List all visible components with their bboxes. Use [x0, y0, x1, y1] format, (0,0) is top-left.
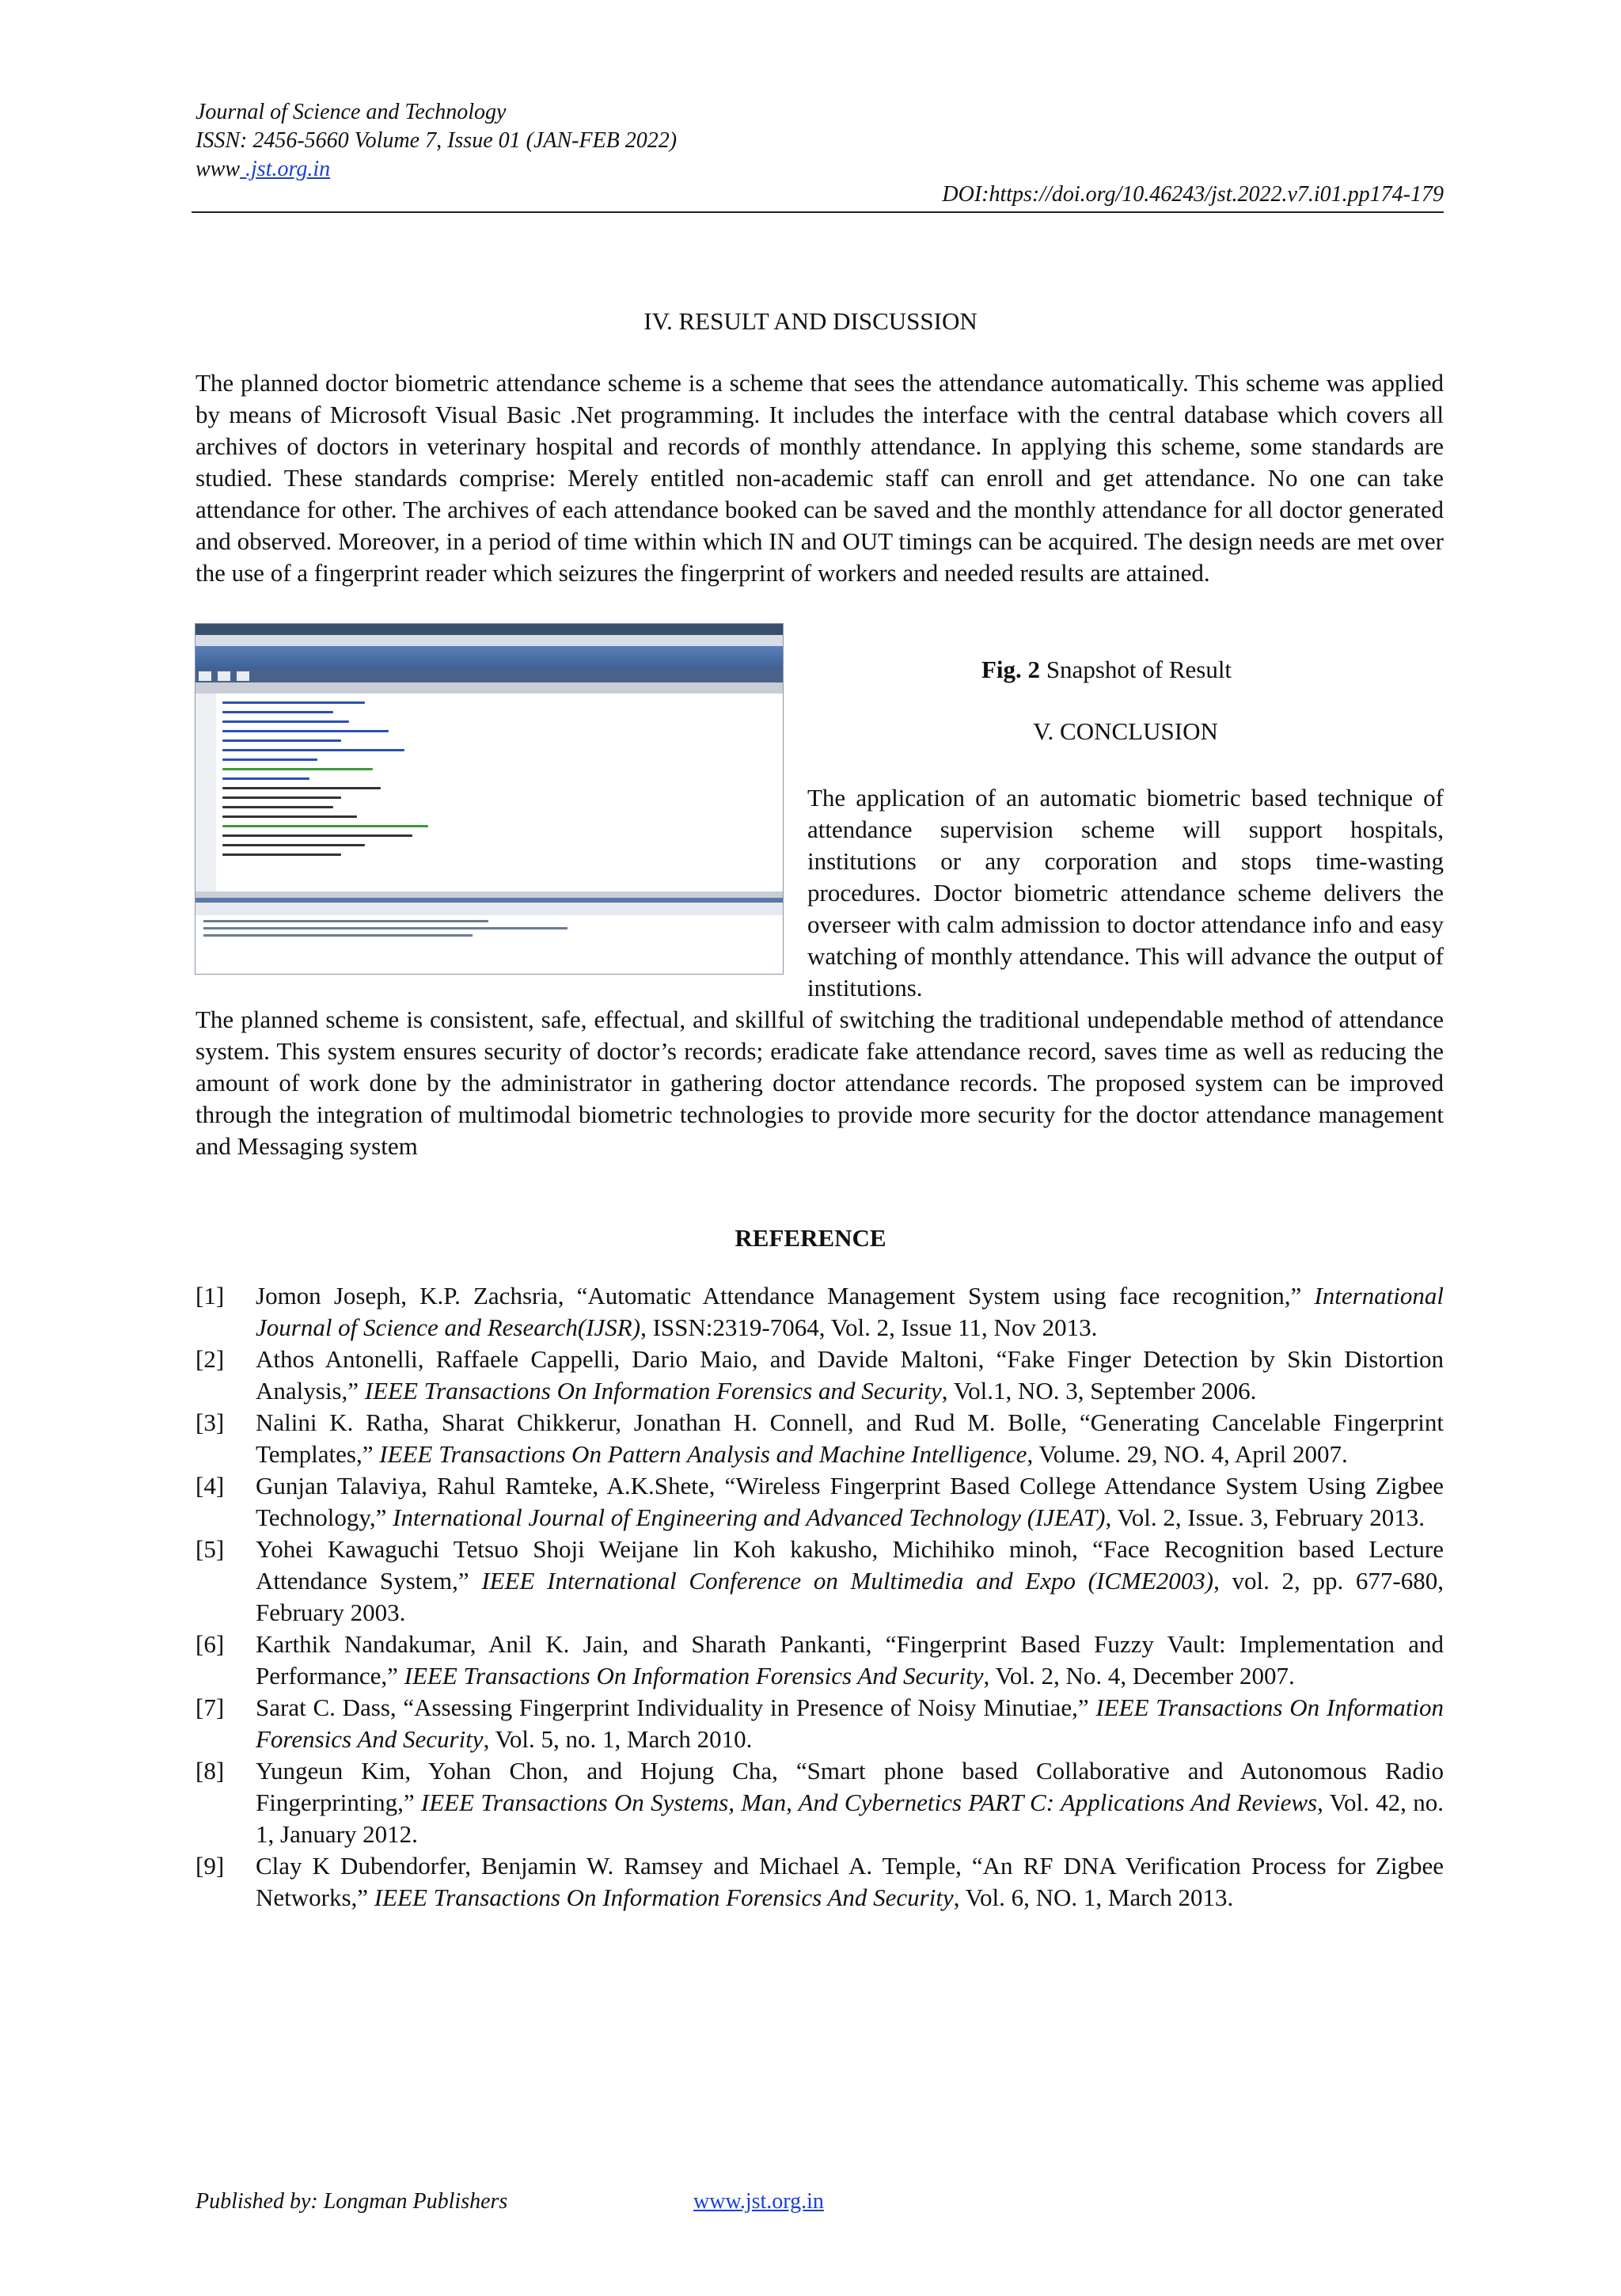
journal-header	[196, 98, 677, 184]
reference-text: Jomon Joseph, K.P. Zachsria, “Automatic Attendance Management System using face recognition,”	[256, 1282, 1315, 1310]
figure-caption	[981, 656, 1232, 684]
reference-details: , Vol. 2, No. 4, December 2007.	[983, 1662, 1295, 1690]
reference-number: [3]	[196, 1408, 225, 1436]
reference-details: , Vol. 6, NO. 1, March 2013.	[953, 1884, 1234, 1911]
conclusion-column-text: The application of an automatic biometric based technique of attendance supervision scheme will support hospitals, institutions or any corporation and stops time-wasting procedures. Doctor biometric attendance scheme delivers the overseer with calm admission to doctor attendance info and easy watching of monthly attendance. This will advance the output of institutions.	[807, 784, 1444, 1002]
section4-title: IV. RESULT AND DISCUSSION	[643, 307, 978, 335]
reference-number: [5]	[196, 1535, 225, 1563]
ide-code-editor	[196, 694, 783, 891]
journal-issn: ISSN: 2456-5660 Volume 7, Issue 01 (JAN-FEB 2022)	[196, 128, 678, 153]
header-rule	[192, 211, 1444, 213]
ide-title-bar	[196, 624, 783, 635]
reference-text: Sarat C. Dass, “Assessing Fingerprint Individuality in Presence of Noisy Minutiae,”	[256, 1693, 1096, 1721]
journal-www	[196, 155, 677, 184]
reference-text: Clay K Dubendorfer, Benjamin W. Ramsey and Michael A. Temple, “An RF DNA Verification Process for Zigbee Networks,”	[256, 1852, 1444, 1911]
section4-paragraph	[196, 367, 1444, 589]
reference-details: , vol. 2, pp. 677-680, February 2003.	[256, 1567, 1444, 1626]
reference-number: [4]	[196, 1472, 225, 1500]
doi: DOI:https://doi.org/10.46243/jst.2022.v7.i01.pp174-179	[942, 182, 1444, 207]
footer-link[interactable]: www.jst.org.in	[693, 2189, 824, 2214]
result-screenshot	[195, 623, 784, 975]
reference-number: [6]	[196, 1630, 225, 1658]
reference-text: Athos Antonelli, Raffaele Cappelli, Dario Maio, and Davide Maltoni, “Fake Finger Detection by Skin Distortion Analysis,”	[256, 1345, 1444, 1405]
reference-venue: IEEE Transactions On Pattern Analysis and Machine Intelligence	[379, 1440, 1027, 1468]
reference-item	[196, 1407, 1444, 1470]
reference-item	[196, 1280, 1444, 1344]
reference-item	[196, 1629, 1444, 1692]
reference-details: , Vol.1, NO. 3, September 2006.	[941, 1377, 1257, 1405]
reference-number: [9]	[196, 1852, 225, 1880]
reference-venue: IEEE Transactions On Information Forensics and Security	[364, 1377, 942, 1405]
section5-title: V. CONCLUSION	[1033, 717, 1218, 745]
reference-venue: IEEE Transactions On Systems, Man, And Cybernetics PART C: Applications And Reviews	[420, 1789, 1318, 1816]
reference-venue: IEEE Transactions On Information Forensics And Security	[374, 1884, 954, 1911]
figure-label: Fig. 2	[981, 656, 1041, 683]
conclusion-full-text	[196, 1004, 1444, 1162]
reference-details: , Volume. 29, NO. 4, April 2007.	[1027, 1440, 1348, 1468]
reference-text: Karthik Nandakumar, Anil K. Jain, and Sharath Pankanti, “Fingerprint Based Fuzzy Vault: Implementation and Performance,”	[256, 1630, 1444, 1690]
reference-item	[196, 1470, 1444, 1534]
ide-output-pane	[196, 898, 783, 975]
www-prefix: www	[196, 157, 241, 181]
reference-details: , Vol. 5, no. 1, March 2010.	[483, 1725, 753, 1753]
reference-venue: IEEE International Conference on Multimedia and Expo (ICME2003)	[481, 1567, 1214, 1595]
reference-item	[196, 1344, 1444, 1407]
ide-tabs	[196, 670, 783, 682]
reference-venue: International Journal of Engineering and Advanced Technology (IJEAT)	[393, 1503, 1106, 1531]
reference-number: [7]	[196, 1693, 225, 1721]
reference-item	[196, 1755, 1444, 1850]
reference-item	[196, 1534, 1444, 1629]
footer-publisher: Published by: Longman Publishers	[196, 2189, 508, 2214]
reference-item	[196, 1692, 1444, 1755]
reference-number: [2]	[196, 1345, 225, 1373]
reference-text: Yungeun Kim, Yohan Chon, and Hojung Cha, “Smart phone based Collaborative and Autonomous Radio Fingerprinting,”	[256, 1757, 1444, 1816]
conclusion-text: The planned scheme is consistent, safe, effectual, and skillful of switching the traditional undependable method of attendance system. This system ensures security of doctor’s records; eradicate fake attendance record, saves time as well as reducing the amount of work done by the administrator in gathering doctor attendance records. The proposed system can be improved through the integration of multimodal biometric technologies to provide more security for the doctor attendance management and Messaging system	[196, 1005, 1444, 1160]
reference-item	[196, 1850, 1444, 1914]
reference-details: , ISSN:2319-7064, Vol. 2, Issue 11, Nov 2013.	[640, 1313, 1098, 1341]
reference-venue: International Journal of Science and Research(IJSR)	[256, 1282, 1444, 1341]
section4-text: The planned doctor biometric attendance scheme is a scheme that sees the attendance automatically. This scheme was applied by means of Microsoft Visual Basic .Net programming. It includes the interface with the central database which covers all archives of doctors in veterinary hospital and records of monthly attendance. In applying this scheme, some standards are studied. These standards comprise: Merely entitled non-academic staff can enroll and get attendance. No one can take attendance for other. The archives of each attendance booked can be saved and the monthly attendance for all doctor generated and observed. Moreover, in a period of time within which IN and OUT timings can be acquired. The design needs are met over the use of a fingerprint reader which seizures the fingerprint of workers and needed results are attained.	[196, 369, 1444, 587]
reference-venue: IEEE Transactions On Information Forensics And Security	[256, 1693, 1444, 1753]
reference-text: Nalini K. Ratha, Sharat Chikkerur, Jonathan H. Connell, and Rud M. Bolle, “Generating Cancelable Fingerprint Templates,”	[256, 1408, 1444, 1468]
reference-text: Gunjan Talaviya, Rahul Ramteke, A.K.Shete, “Wireless Fingerprint Based College Attendance System Using Zigbee Technology,”	[256, 1472, 1444, 1531]
reference-venue: IEEE Transactions On Information Forensics And Security	[404, 1662, 984, 1690]
reference-text: Yohei Kawaguchi Tetsuo Shoji Weijane lin Koh kakusho, Michihiko minoh, “Face Recognition based Lecture Attendance System,”	[256, 1535, 1444, 1595]
figure-caption-text: Snapshot of Result	[1040, 656, 1232, 683]
ide-menu-bar	[196, 635, 783, 646]
ide-toolbar	[196, 646, 783, 670]
reference-details: , Vol. 42, no. 1, January 2012.	[256, 1789, 1444, 1848]
reference-number: [8]	[196, 1757, 225, 1785]
reference-list	[196, 1280, 1444, 1914]
reference-number: [1]	[196, 1282, 225, 1310]
references-title: REFERENCE	[735, 1224, 886, 1252]
reference-details: , Vol. 2, Issue. 3, February 2013.	[1105, 1503, 1425, 1531]
www-link[interactable]: .jst.org.in	[240, 157, 331, 181]
journal-title: Journal of Science and Technology	[196, 100, 507, 124]
